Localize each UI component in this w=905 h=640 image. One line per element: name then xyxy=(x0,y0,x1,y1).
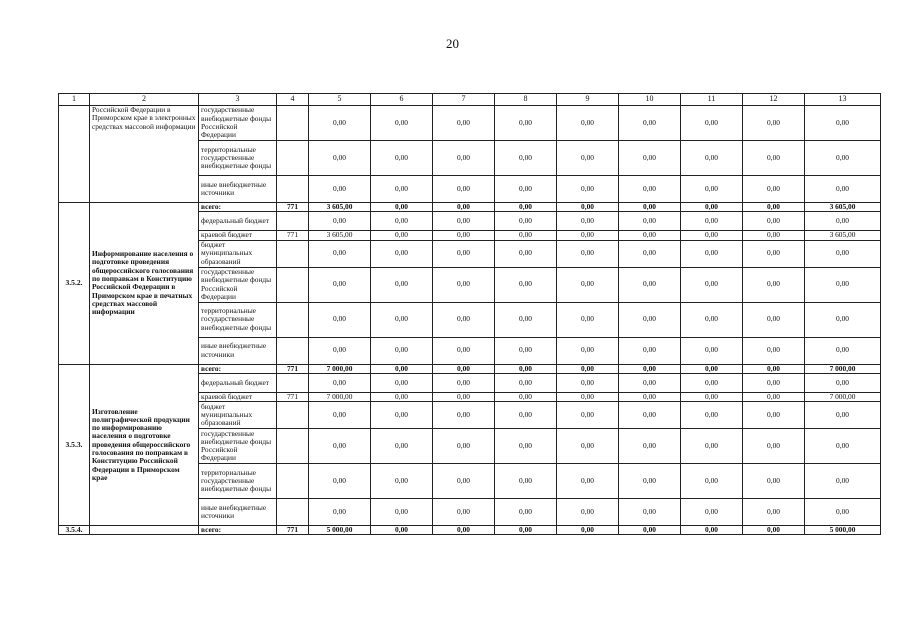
amount-cell: 0,00 xyxy=(743,302,805,337)
amount-cell: 0,00 xyxy=(309,429,371,464)
amount-cell: 0,00 xyxy=(743,464,805,499)
amount-cell: 0,00 xyxy=(495,212,557,231)
amount-cell: 0,00 xyxy=(681,464,743,499)
amount-cell: 0,00 xyxy=(743,176,805,203)
column-header: 5 xyxy=(309,94,371,106)
amount-cell: 0,00 xyxy=(805,499,881,526)
amount-cell: 0,00 xyxy=(433,337,495,364)
amount-cell: 0,00 xyxy=(309,373,371,392)
amount-cell: 0,00 xyxy=(371,392,433,401)
budget-code xyxy=(277,302,309,337)
amount-cell: 0,00 xyxy=(495,106,557,141)
amount-cell: 0,00 xyxy=(495,267,557,302)
column-header: 4 xyxy=(277,94,309,106)
amount-cell: 0,00 xyxy=(371,141,433,176)
row-index: 3.5.2. xyxy=(59,203,90,365)
funding-source: государственные внебюджетные фонды Российской Федерации xyxy=(199,429,277,464)
amount-cell: 0,00 xyxy=(309,337,371,364)
budget-table xyxy=(58,93,881,535)
amount-cell: 0,00 xyxy=(743,429,805,464)
amount-cell: 0,00 xyxy=(557,373,619,392)
amount-cell: 0,00 xyxy=(371,373,433,392)
amount-cell: 0,00 xyxy=(557,364,619,373)
amount-cell: 0,00 xyxy=(619,392,681,401)
row-description xyxy=(90,526,199,535)
amount-cell: 0,00 xyxy=(805,402,881,429)
amount-cell: 0,00 xyxy=(557,141,619,176)
amount-cell: 0,00 xyxy=(743,392,805,401)
amount-cell: 0,00 xyxy=(433,240,495,267)
amount-cell: 0,00 xyxy=(495,526,557,535)
amount-cell: 0,00 xyxy=(433,141,495,176)
amount-cell: 0,00 xyxy=(743,231,805,240)
amount-cell: 0,00 xyxy=(557,464,619,499)
amount-cell: 0,00 xyxy=(619,302,681,337)
amount-cell: 0,00 xyxy=(681,337,743,364)
amount-cell: 0,00 xyxy=(495,364,557,373)
budget-code xyxy=(277,337,309,364)
budget-code xyxy=(277,429,309,464)
amount-cell: 0,00 xyxy=(743,212,805,231)
amount-cell: 3 605,00 xyxy=(309,203,371,212)
funding-source: всего: xyxy=(199,364,277,373)
header-row xyxy=(59,94,881,106)
amount-cell: 0,00 xyxy=(557,231,619,240)
amount-cell: 0,00 xyxy=(805,464,881,499)
amount-cell: 0,00 xyxy=(495,302,557,337)
amount-cell: 0,00 xyxy=(619,364,681,373)
budget-code xyxy=(277,464,309,499)
amount-cell: 0,00 xyxy=(433,106,495,141)
amount-cell: 0,00 xyxy=(557,302,619,337)
amount-cell: 0,00 xyxy=(371,267,433,302)
amount-cell: 0,00 xyxy=(743,499,805,526)
amount-cell: 0,00 xyxy=(681,231,743,240)
amount-cell: 0,00 xyxy=(743,364,805,373)
column-header: 8 xyxy=(495,94,557,106)
amount-cell: 5 000,00 xyxy=(309,526,371,535)
funding-source: иные внебюджетные источники xyxy=(199,176,277,203)
amount-cell: 0,00 xyxy=(433,373,495,392)
amount-cell: 0,00 xyxy=(743,106,805,141)
amount-cell: 0,00 xyxy=(433,176,495,203)
amount-cell: 0,00 xyxy=(743,203,805,212)
funding-source: иные внебюджетные источники xyxy=(199,337,277,364)
amount-cell: 0,00 xyxy=(743,267,805,302)
amount-cell: 0,00 xyxy=(619,240,681,267)
amount-cell: 0,00 xyxy=(805,429,881,464)
amount-cell: 0,00 xyxy=(805,337,881,364)
amount-cell: 0,00 xyxy=(495,240,557,267)
amount-cell: 0,00 xyxy=(805,106,881,141)
amount-cell: 0,00 xyxy=(495,373,557,392)
row-description: Изготовление полиграфической продукции по информированию населения о подготовке проведения общероссийского голосования по поправкам в Конституцию Российской Федерации в Приморском крае xyxy=(90,364,199,526)
amount-cell: 0,00 xyxy=(371,499,433,526)
amount-cell: 0,00 xyxy=(743,337,805,364)
column-header: 3 xyxy=(199,94,277,106)
amount-cell: 0,00 xyxy=(557,402,619,429)
column-header: 9 xyxy=(557,94,619,106)
amount-cell: 0,00 xyxy=(557,203,619,212)
funding-source: федеральный бюджет xyxy=(199,373,277,392)
amount-cell: 0,00 xyxy=(309,464,371,499)
amount-cell: 0,00 xyxy=(681,392,743,401)
amount-cell: 0,00 xyxy=(433,402,495,429)
amount-cell: 0,00 xyxy=(495,203,557,212)
amount-cell: 0,00 xyxy=(433,267,495,302)
budget-code: 771 xyxy=(277,526,309,535)
amount-cell: 0,00 xyxy=(371,464,433,499)
amount-cell: 0,00 xyxy=(681,302,743,337)
amount-cell: 3 605,00 xyxy=(309,231,371,240)
amount-cell: 0,00 xyxy=(619,337,681,364)
amount-cell: 0,00 xyxy=(681,240,743,267)
amount-cell: 0,00 xyxy=(619,267,681,302)
funding-source: краевой бюджет xyxy=(199,231,277,240)
funding-source: территориальные государственные внебюджетные фонды xyxy=(199,302,277,337)
budget-code: 771 xyxy=(277,392,309,401)
amount-cell: 0,00 xyxy=(681,141,743,176)
amount-cell: 0,00 xyxy=(557,240,619,267)
amount-cell: 0,00 xyxy=(619,212,681,231)
amount-cell: 0,00 xyxy=(557,526,619,535)
row-description: Российской Федерации в Приморском крае в электронных средствах массовой информации xyxy=(90,106,199,203)
amount-cell: 0,00 xyxy=(619,402,681,429)
amount-cell: 0,00 xyxy=(309,402,371,429)
funding-source: федеральный бюджет xyxy=(199,212,277,231)
amount-cell: 0,00 xyxy=(433,231,495,240)
amount-cell: 0,00 xyxy=(371,337,433,364)
amount-cell: 0,00 xyxy=(805,176,881,203)
amount-cell: 0,00 xyxy=(681,429,743,464)
budget-code xyxy=(277,176,309,203)
amount-cell: 0,00 xyxy=(619,231,681,240)
row-description: Информирование населения о подготовке проведения общероссийского голосования по поправкам в Конституцию Российской Федерации в Приморском крае в печатных средствах массовой информации xyxy=(90,203,199,365)
amount-cell: 0,00 xyxy=(681,212,743,231)
column-header: 13 xyxy=(805,94,881,106)
amount-cell: 0,00 xyxy=(309,176,371,203)
amount-cell: 7 000,00 xyxy=(805,364,881,373)
amount-cell: 0,00 xyxy=(495,402,557,429)
amount-cell: 0,00 xyxy=(557,106,619,141)
amount-cell: 0,00 xyxy=(743,141,805,176)
column-header: 1 xyxy=(59,94,90,106)
amount-cell: 0,00 xyxy=(743,526,805,535)
amount-cell: 0,00 xyxy=(371,429,433,464)
row-index xyxy=(59,106,90,203)
amount-cell: 0,00 xyxy=(681,402,743,429)
column-header: 2 xyxy=(90,94,199,106)
amount-cell: 0,00 xyxy=(433,464,495,499)
amount-cell: 0,00 xyxy=(309,141,371,176)
total-row xyxy=(59,203,881,212)
row-index: 3.5.3. xyxy=(59,364,90,526)
total-row xyxy=(59,526,881,535)
amount-cell: 0,00 xyxy=(433,526,495,535)
amount-cell: 0,00 xyxy=(309,106,371,141)
table-row xyxy=(59,106,881,141)
amount-cell: 0,00 xyxy=(371,402,433,429)
amount-cell: 0,00 xyxy=(557,429,619,464)
amount-cell: 7 000,00 xyxy=(309,392,371,401)
amount-cell: 0,00 xyxy=(433,302,495,337)
amount-cell: 0,00 xyxy=(805,302,881,337)
amount-cell: 5 000,00 xyxy=(805,526,881,535)
amount-cell: 0,00 xyxy=(557,267,619,302)
funding-source: бюджет муниципальных образований xyxy=(199,402,277,429)
amount-cell: 0,00 xyxy=(619,526,681,535)
funding-source: всего: xyxy=(199,526,277,535)
row-index: 3.5.4. xyxy=(59,526,90,535)
column-header: 12 xyxy=(743,94,805,106)
amount-cell: 0,00 xyxy=(495,392,557,401)
amount-cell: 0,00 xyxy=(805,212,881,231)
amount-cell: 0,00 xyxy=(309,240,371,267)
amount-cell: 0,00 xyxy=(681,373,743,392)
amount-cell: 0,00 xyxy=(371,106,433,141)
amount-cell: 0,00 xyxy=(433,364,495,373)
amount-cell: 0,00 xyxy=(681,176,743,203)
funding-source: краевой бюджет xyxy=(199,392,277,401)
amount-cell: 0,00 xyxy=(619,464,681,499)
budget-code: 771 xyxy=(277,231,309,240)
budget-code xyxy=(277,141,309,176)
amount-cell: 0,00 xyxy=(371,302,433,337)
amount-cell: 0,00 xyxy=(309,212,371,231)
funding-source: бюджет муниципальных образований xyxy=(199,240,277,267)
amount-cell: 0,00 xyxy=(619,176,681,203)
amount-cell: 0,00 xyxy=(619,141,681,176)
amount-cell: 0,00 xyxy=(495,337,557,364)
amount-cell: 0,00 xyxy=(433,212,495,231)
amount-cell: 0,00 xyxy=(619,373,681,392)
amount-cell: 0,00 xyxy=(495,176,557,203)
amount-cell: 0,00 xyxy=(619,203,681,212)
amount-cell: 0,00 xyxy=(433,203,495,212)
amount-cell: 0,00 xyxy=(371,526,433,535)
budget-code xyxy=(277,106,309,141)
funding-source: иные внебюджетные источники xyxy=(199,499,277,526)
budget-code: 771 xyxy=(277,364,309,373)
amount-cell: 0,00 xyxy=(681,203,743,212)
budget-code xyxy=(277,240,309,267)
amount-cell: 0,00 xyxy=(371,203,433,212)
amount-cell: 0,00 xyxy=(371,176,433,203)
amount-cell: 0,00 xyxy=(805,141,881,176)
total-row xyxy=(59,364,881,373)
budget-code xyxy=(277,402,309,429)
amount-cell: 0,00 xyxy=(557,212,619,231)
amount-cell: 0,00 xyxy=(557,392,619,401)
amount-cell: 0,00 xyxy=(681,364,743,373)
amount-cell: 0,00 xyxy=(557,337,619,364)
amount-cell: 0,00 xyxy=(495,429,557,464)
funding-source: государственные внебюджетные фонды Российской Федерации xyxy=(199,106,277,141)
amount-cell: 0,00 xyxy=(495,141,557,176)
amount-cell: 0,00 xyxy=(619,429,681,464)
funding-source: территориальные государственные внебюджетные фонды xyxy=(199,141,277,176)
amount-cell: 7 000,00 xyxy=(309,364,371,373)
page-number: 20 xyxy=(446,36,459,51)
amount-cell: 3 605,00 xyxy=(805,231,881,240)
column-header: 10 xyxy=(619,94,681,106)
amount-cell: 0,00 xyxy=(619,499,681,526)
column-header: 7 xyxy=(433,94,495,106)
amount-cell: 0,00 xyxy=(805,373,881,392)
amount-cell: 0,00 xyxy=(371,212,433,231)
funding-source: территориальные государственные внебюджетные фонды xyxy=(199,464,277,499)
amount-cell: 0,00 xyxy=(681,267,743,302)
amount-cell: 0,00 xyxy=(495,464,557,499)
amount-cell: 0,00 xyxy=(371,240,433,267)
amount-cell: 0,00 xyxy=(681,499,743,526)
budget-code xyxy=(277,267,309,302)
amount-cell: 0,00 xyxy=(743,373,805,392)
amount-cell: 0,00 xyxy=(309,499,371,526)
amount-cell: 0,00 xyxy=(557,499,619,526)
column-header: 11 xyxy=(681,94,743,106)
amount-cell: 0,00 xyxy=(743,402,805,429)
amount-cell: 0,00 xyxy=(557,176,619,203)
amount-cell: 0,00 xyxy=(681,106,743,141)
amount-cell: 3 605,00 xyxy=(805,203,881,212)
amount-cell: 0,00 xyxy=(371,364,433,373)
amount-cell: 7 000,00 xyxy=(805,392,881,401)
amount-cell: 0,00 xyxy=(805,240,881,267)
funding-source: всего: xyxy=(199,203,277,212)
amount-cell: 0,00 xyxy=(495,231,557,240)
budget-code xyxy=(277,373,309,392)
amount-cell: 0,00 xyxy=(681,526,743,535)
amount-cell: 0,00 xyxy=(619,106,681,141)
amount-cell: 0,00 xyxy=(433,429,495,464)
amount-cell: 0,00 xyxy=(309,302,371,337)
amount-cell: 0,00 xyxy=(433,499,495,526)
amount-cell: 0,00 xyxy=(495,499,557,526)
column-header: 6 xyxy=(371,94,433,106)
amount-cell: 0,00 xyxy=(309,267,371,302)
funding-source: государственные внебюджетные фонды Российской Федерации xyxy=(199,267,277,302)
amount-cell: 0,00 xyxy=(371,231,433,240)
budget-code xyxy=(277,499,309,526)
budget-code: 771 xyxy=(277,203,309,212)
budget-code xyxy=(277,212,309,231)
amount-cell: 0,00 xyxy=(743,240,805,267)
amount-cell: 0,00 xyxy=(805,267,881,302)
amount-cell: 0,00 xyxy=(433,392,495,401)
